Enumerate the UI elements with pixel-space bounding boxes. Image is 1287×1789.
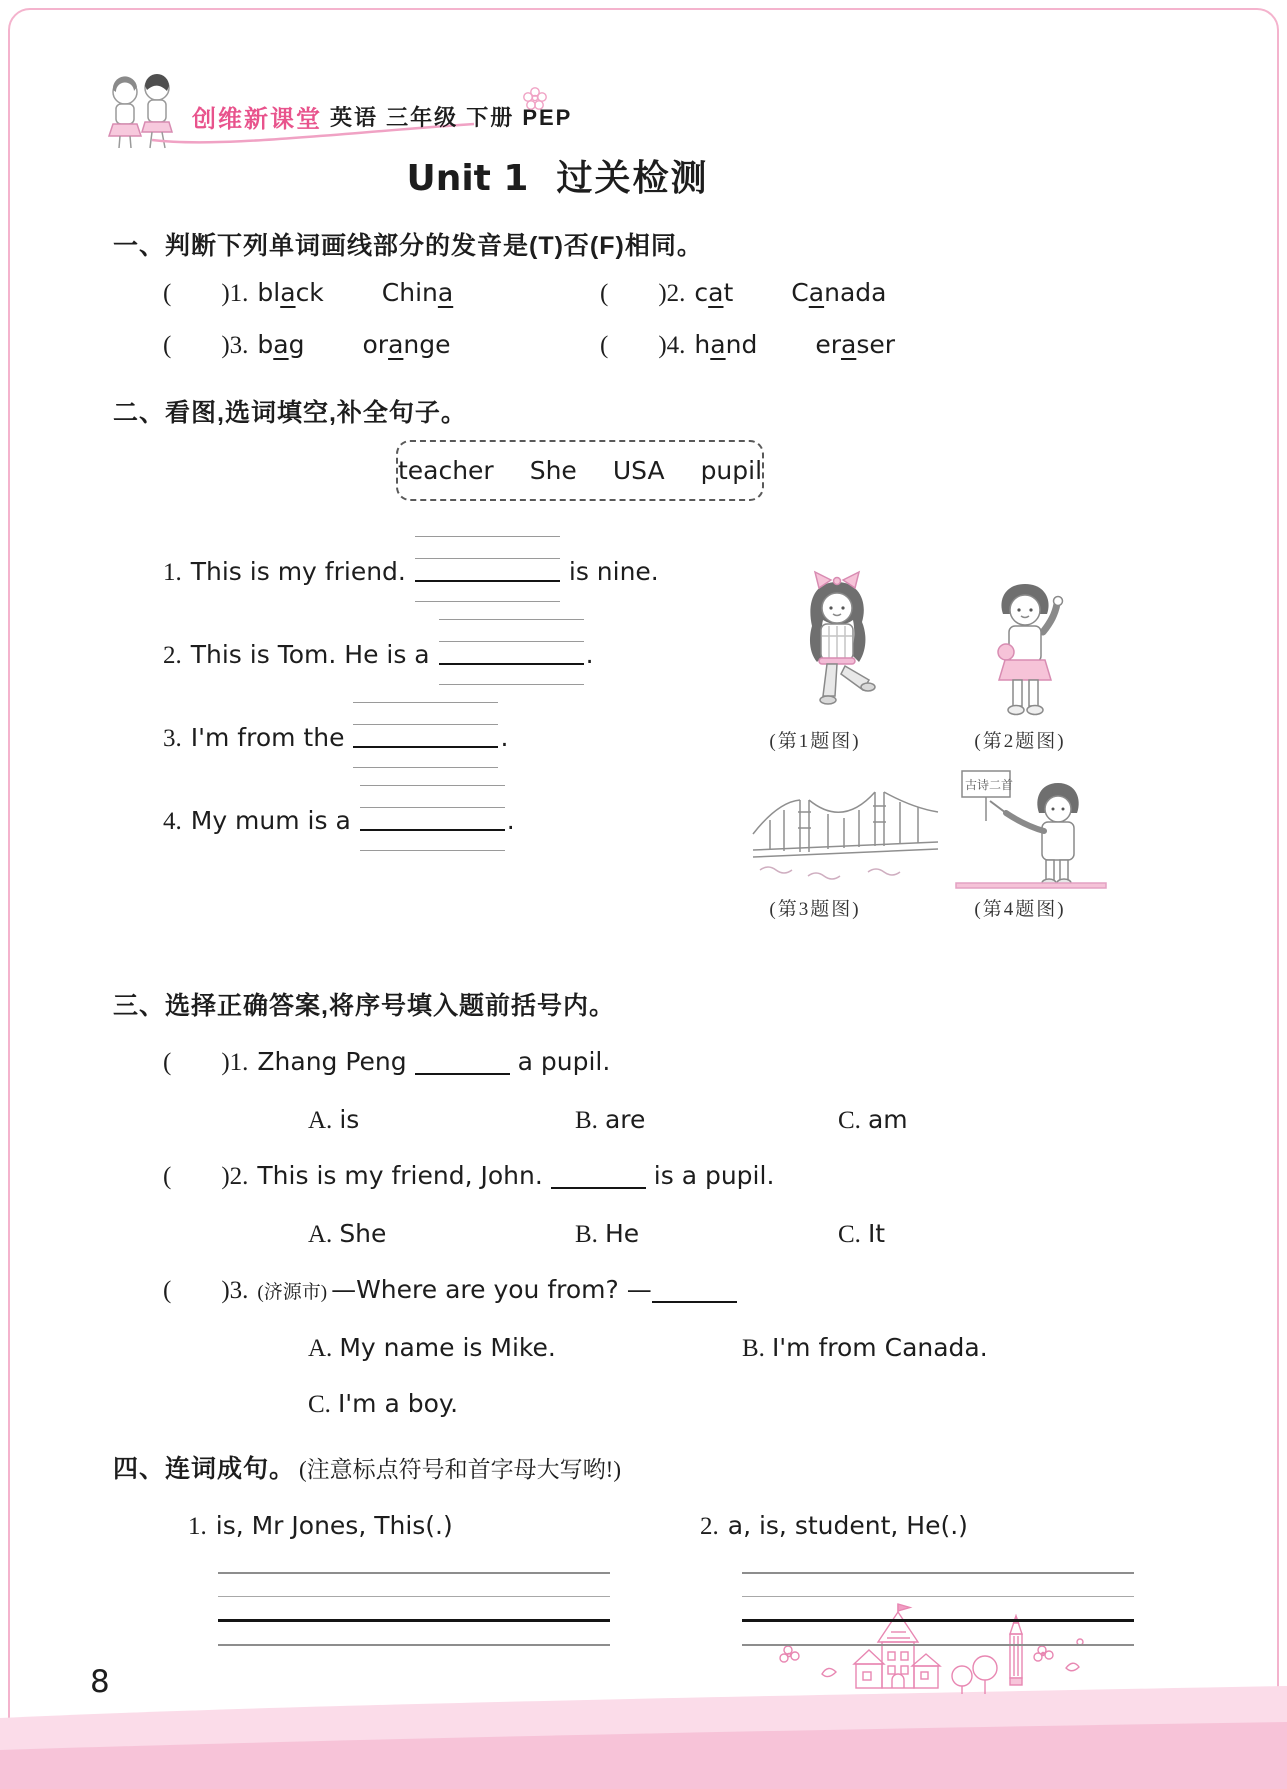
sentence-number: 3. bbox=[163, 725, 182, 752]
section3-heading: 三、选择正确答案,将序号填入题前括号内。 bbox=[113, 992, 615, 1020]
s2-sentence-4 bbox=[163, 785, 515, 851]
word-1: bag bbox=[257, 330, 305, 359]
s1-item-3 bbox=[163, 330, 451, 360]
section4-heading-main: 四、连词成句。 bbox=[113, 1455, 296, 1483]
word-bank-box bbox=[396, 440, 764, 501]
option-b: B. I'm from Canada. bbox=[742, 1333, 988, 1362]
word-bank-word: She bbox=[529, 456, 577, 485]
sentence-text: . bbox=[500, 723, 509, 752]
question-stem: Zhang Peng bbox=[257, 1047, 407, 1076]
answer-bracket: ( ) bbox=[163, 1049, 230, 1076]
question-number: 3. bbox=[229, 1277, 249, 1304]
sentence-number: 2. bbox=[163, 642, 182, 669]
answer-blank bbox=[652, 1275, 737, 1303]
word-2: Canada bbox=[791, 278, 887, 307]
sentence-text: I'm from the bbox=[190, 723, 345, 752]
answer-bracket: ( ) bbox=[163, 1163, 230, 1190]
fill-blank-guide bbox=[439, 619, 584, 685]
word-bank-word: teacher bbox=[397, 456, 494, 485]
item-number: 1. bbox=[188, 1513, 207, 1540]
fill-blank-guide bbox=[360, 785, 505, 851]
option-b: B. are bbox=[575, 1105, 646, 1134]
question-stem: a pupil. bbox=[517, 1047, 611, 1076]
word-1: cat bbox=[694, 278, 734, 307]
s3-question-2 bbox=[163, 1161, 774, 1191]
s3-options-1 bbox=[0, 1105, 1287, 1139]
boy-illustration bbox=[945, 572, 1105, 722]
question-stem: —Where are you from? — bbox=[331, 1275, 652, 1304]
sentence-number: 4. bbox=[163, 808, 182, 835]
word-1: hand bbox=[694, 330, 758, 359]
sentence-text: . bbox=[506, 806, 515, 835]
sentence-text: is nine. bbox=[568, 557, 659, 586]
item-number: 1. bbox=[229, 280, 249, 307]
s1-item-2 bbox=[600, 278, 886, 308]
option-b: B. He bbox=[575, 1219, 640, 1248]
word-bank-word: pupil bbox=[700, 456, 763, 485]
option-a: A. My name is Mike. bbox=[308, 1333, 556, 1362]
option-a: A. is bbox=[308, 1105, 360, 1134]
title-name: 过关检测 bbox=[556, 157, 709, 198]
answer-blank bbox=[551, 1161, 646, 1189]
s2-sentence-1 bbox=[163, 536, 659, 602]
page-title bbox=[0, 150, 1115, 201]
option-c: C. I'm a boy. bbox=[308, 1389, 459, 1418]
section2-heading: 二、看图,选词填空,补全句子。 bbox=[113, 399, 467, 427]
s4-item-1 bbox=[188, 1511, 453, 1541]
bridge-illustration bbox=[748, 772, 943, 890]
section1-heading: 一、判断下列单词画线部分的发音是(T)否(F)相同。 bbox=[113, 232, 703, 260]
question-source: (济源市) bbox=[257, 1282, 328, 1303]
sentence-text: My mum is a bbox=[190, 806, 351, 835]
option-a: A. She bbox=[308, 1219, 387, 1248]
answer-bracket: ( ) bbox=[163, 1277, 230, 1304]
s2-sentence-2 bbox=[163, 619, 594, 685]
s3-options-3b bbox=[0, 1389, 1287, 1423]
question-stem: is a pupil. bbox=[653, 1161, 775, 1190]
girl-illustration bbox=[755, 568, 925, 723]
answer-bracket: ( ) bbox=[600, 280, 667, 307]
fill-blank-guide bbox=[353, 702, 498, 768]
item-words: a, is, student, He(.) bbox=[727, 1511, 968, 1540]
word-2: orange bbox=[362, 330, 451, 359]
item-number: 4. bbox=[666, 332, 686, 359]
section4-note: (注意标点符号和首字母大写哟!) bbox=[299, 1457, 621, 1482]
word-bank-word: USA bbox=[612, 456, 665, 485]
option-c: C. It bbox=[838, 1219, 886, 1248]
answer-bracket: ( ) bbox=[163, 280, 230, 307]
figure-caption-3: (第3题图) bbox=[769, 899, 861, 920]
s2-sentence-3 bbox=[163, 702, 508, 768]
writing-guide-2 bbox=[742, 1572, 1134, 1646]
item-number: 2. bbox=[666, 280, 686, 307]
sentence-text: . bbox=[585, 640, 594, 669]
item-words: is, Mr Jones, This(.) bbox=[215, 1511, 453, 1540]
word-2: eraser bbox=[815, 330, 895, 359]
answer-bracket: ( ) bbox=[600, 332, 667, 359]
flower-icon bbox=[520, 84, 550, 114]
s3-options-3a bbox=[0, 1333, 1287, 1367]
s3-options-2 bbox=[0, 1219, 1287, 1253]
s3-question-1 bbox=[163, 1047, 610, 1077]
s1-item-4 bbox=[600, 330, 895, 360]
figure-caption-1: (第1题图) bbox=[769, 731, 861, 752]
figure-caption-4: (第4题图) bbox=[974, 899, 1066, 920]
writing-guide-1 bbox=[218, 1572, 610, 1646]
section4-heading bbox=[113, 1449, 621, 1485]
s4-item-2 bbox=[700, 1511, 968, 1541]
figure-caption-2: (第2题图) bbox=[974, 731, 1066, 752]
question-number: 1. bbox=[229, 1049, 249, 1076]
title-unit: Unit 1 bbox=[406, 158, 529, 199]
book-subject: 英语 三年级 下册 PEP bbox=[330, 105, 573, 130]
board-sign-text: 古诗二首 bbox=[965, 778, 1014, 792]
sentence-text: This is Tom. He is a bbox=[190, 640, 430, 669]
item-number: 2. bbox=[700, 1513, 719, 1540]
word-1: black bbox=[257, 278, 324, 307]
answer-bracket: ( ) bbox=[163, 332, 230, 359]
item-number: 3. bbox=[229, 332, 249, 359]
question-stem: This is my friend, John. bbox=[257, 1161, 543, 1190]
answer-blank bbox=[415, 1047, 510, 1075]
s1-item-1 bbox=[163, 278, 453, 308]
sentence-text: This is my friend. bbox=[190, 557, 406, 586]
word-2: China bbox=[381, 278, 454, 307]
teacher-illustration bbox=[948, 765, 1113, 893]
sentence-number: 1. bbox=[163, 559, 182, 586]
question-number: 2. bbox=[229, 1163, 249, 1190]
page-number: 8 bbox=[90, 1664, 110, 1700]
s3-question-3 bbox=[163, 1275, 745, 1305]
fill-blank-guide bbox=[415, 536, 560, 602]
option-c: C. am bbox=[838, 1105, 908, 1134]
brand-name: 创维新课堂 bbox=[192, 106, 322, 133]
